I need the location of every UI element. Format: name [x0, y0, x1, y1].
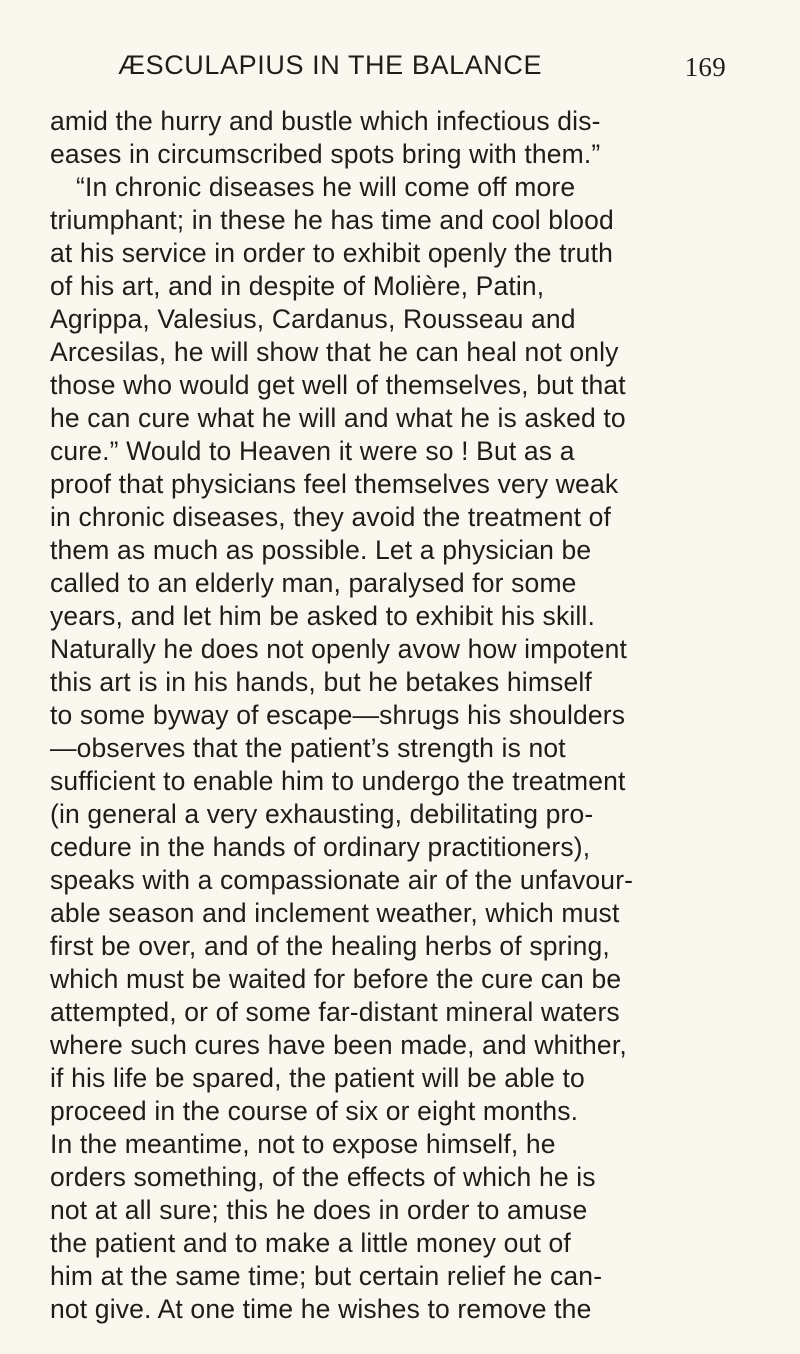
text-line: amid the hurry and bustle which infectious dis- [50, 106, 601, 136]
text-line: cure.” Would to Heaven it were so ! But as a [50, 436, 575, 466]
text-line: In the meantime, not to expose himself, he [50, 1129, 556, 1159]
text-line: eases in circumscribed spots bring with them.” [50, 139, 601, 169]
text-line: at his service in order to exhibit openly the truth [50, 238, 613, 268]
text-line: the patient and to make a little money out of [50, 1228, 571, 1258]
text-line: able season and inclement weather, which must [50, 898, 620, 928]
text-line: attempted, or of some far-distant mineral waters [50, 997, 620, 1027]
page-header [118, 50, 726, 100]
text-line: Arcesilas, he will show that he can heal not only [50, 337, 619, 367]
text-line: orders something, of the effects of which he is [50, 1162, 596, 1192]
text-line: him at the same time; but certain relief he can- [50, 1261, 603, 1291]
text-line: Agrippa, Valesius, Cardanus, Rousseau and [50, 304, 576, 334]
text-line: speaks with a compassionate air of the unfavour- [50, 865, 634, 895]
text-line: Naturally he does not openly avow how impotent [50, 634, 627, 664]
text-line: years, and let him be asked to exhibit his skill. [50, 601, 595, 631]
text-line: first be over, and of the healing herbs of spring, [50, 931, 610, 961]
text-line: triumphant; in these he has time and cool blood [50, 205, 614, 235]
text-line: where such cures have been made, and whither, [50, 1030, 627, 1060]
body-text [50, 106, 740, 1336]
text-line: if his life be spared, the patient will be able to [50, 1063, 585, 1093]
page-number: 169 [684, 52, 726, 82]
text-line: cedure in the hands of ordinary practitioners), [50, 832, 591, 862]
text-line: “In chronic diseases he will come off more [76, 172, 576, 202]
text-line: —observes that the patient’s strength is not [50, 733, 566, 763]
text-line: called to an elderly man, paralysed for some [50, 568, 577, 598]
text-line: in chronic diseases, they avoid the treatment of [50, 502, 612, 532]
text-line: proceed in the course of six or eight months. [50, 1096, 579, 1126]
text-line: sufficient to enable him to undergo the treatment [50, 766, 626, 796]
text-line: to some byway of escape—shrugs his shoulders [50, 700, 626, 730]
text-line: not at all sure; this he does in order to amuse [50, 1195, 588, 1225]
text-line: proof that physicians feel themselves very weak [50, 469, 619, 499]
text-line: not give. At one time he wishes to remove the [50, 1294, 592, 1324]
text-line: those who would get well of themselves, but that [50, 370, 626, 400]
text-line: he can cure what he will and what he is asked to [50, 403, 626, 433]
text-line: them as much as possible. Let a physician be [50, 535, 592, 565]
text-line: this art is in his hands, but he betakes himself [50, 667, 592, 697]
text-line: (in general a very exhausting, debilitating pro- [50, 799, 594, 829]
running-head: ÆSCULAPIUS IN THE BALANCE [118, 50, 543, 80]
text-line: of his art, and in despite of Molière, Patin, [50, 271, 545, 301]
text-line: which must be waited for before the cure can be [50, 964, 622, 994]
